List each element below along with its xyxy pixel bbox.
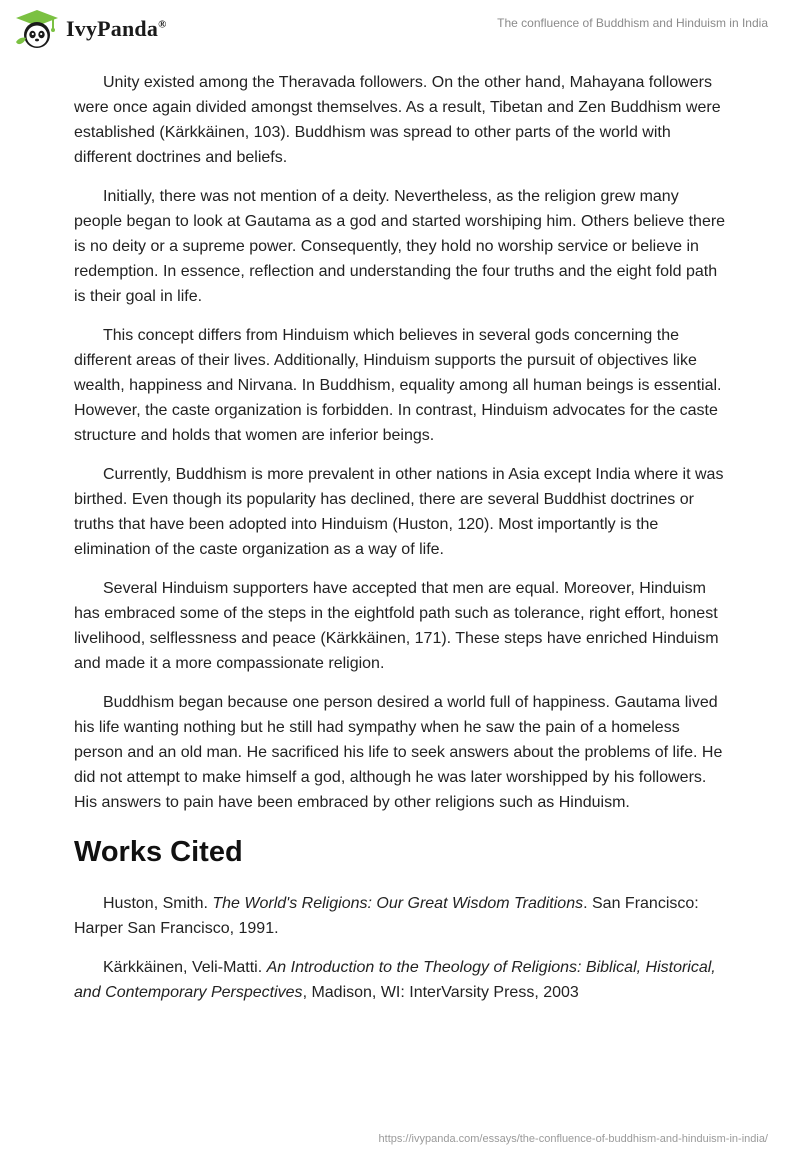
body-paragraph: This concept differs from Hinduism which believes in several gods concerning the different areas of their lives. Additionally, Hinduism supports the pursuit of objectives like wealth, happiness and Nirvana. In Buddhism, equality among all human beings is essential. However, the caste organization is forbidden. In contrast, Hinduism advocates for the caste structure and holds that women are inferior beings. bbox=[74, 327, 722, 444]
citation-author: Huston, Smith. bbox=[103, 895, 213, 912]
citation-entry bbox=[74, 955, 726, 1005]
body-paragraph: Buddhism began because one person desired a world full of happiness. Gautama lived his life wanting nothing but he still had sympathy when he saw the pain of a homeless person and an old man. He sacrificed his life to seek answers about the problems of life. He did not attempt to make himself a god, although he was later worshipped by his followers. His answers to pain have been embraced by other religions such as Hinduism. bbox=[74, 694, 723, 811]
source-url-link[interactable]: https://ivypanda.com/essays/the-confluence-of-buddhism-and-hinduism-in-india/ bbox=[378, 1133, 768, 1145]
citation-title: An Introduction to the Theology of Religions: Biblical, Historical, and Contemporary Perspectives bbox=[74, 959, 716, 1001]
works-cited-heading: Works Cited bbox=[74, 836, 243, 868]
brand-name: IvyPanda® bbox=[66, 16, 167, 41]
body-paragraph: Initially, there was not mention of a deity. Nevertheless, as the religion grew many people began to look at Gautama as a god and started worshiping him. Others believe there is no deity or a supreme power. Consequently, they hold no worship service or believe in redemption. In essence, reflection and understanding the four truths and the eight fold path is their goal in life. bbox=[74, 188, 726, 305]
citation-entry bbox=[74, 891, 726, 941]
document-title: The confluence of Buddhism and Hinduism in India bbox=[497, 16, 768, 30]
citation-publisher: , Madison, WI: InterVarsity Press, 2003 bbox=[302, 984, 579, 1001]
citation-publisher: . San Francisco: Harper San Francisco, 1991. bbox=[74, 895, 699, 937]
citation-title: The World's Religions: Our Great Wisdom Traditions bbox=[212, 895, 584, 912]
registered-mark: ® bbox=[158, 18, 167, 31]
body-paragraph: Several Hinduism supporters have accepted that men are equal. Moreover, Hinduism has embraced some of the steps in the eightfold path such as tolerance, right effort, honest livelihood, selflessness and peace (Kärkkäinen, 171). These steps have enriched Hinduism and made it a more compassionate religion. bbox=[74, 580, 719, 672]
body-paragraph: Currently, Buddhism is more prevalent in other nations in Asia except India where it was birthed. Even though its popularity has declined, there are several Buddhist doctrines or truths that have been adopted into Hinduism (Huston, 120). Most importantly is the elimination of the caste organization as a way of life. bbox=[74, 466, 724, 558]
body-paragraph: Unity existed among the Theravada followers. On the other hand, Mahayana followers were once again divided amongst themselves. As a result, Tibetan and Zen Buddhism were established (Kärkkäinen, 103). Buddhism was spread to other parts of the world with different doctrines and beliefs. bbox=[74, 74, 721, 166]
essay-content bbox=[74, 70, 726, 1019]
page-header bbox=[0, 0, 800, 64]
ivypanda-logo[interactable] bbox=[14, 8, 167, 50]
citation-author: Kärkkäinen, Veli-Matti. bbox=[103, 959, 267, 976]
panda-graduate-logo-icon bbox=[14, 8, 60, 50]
